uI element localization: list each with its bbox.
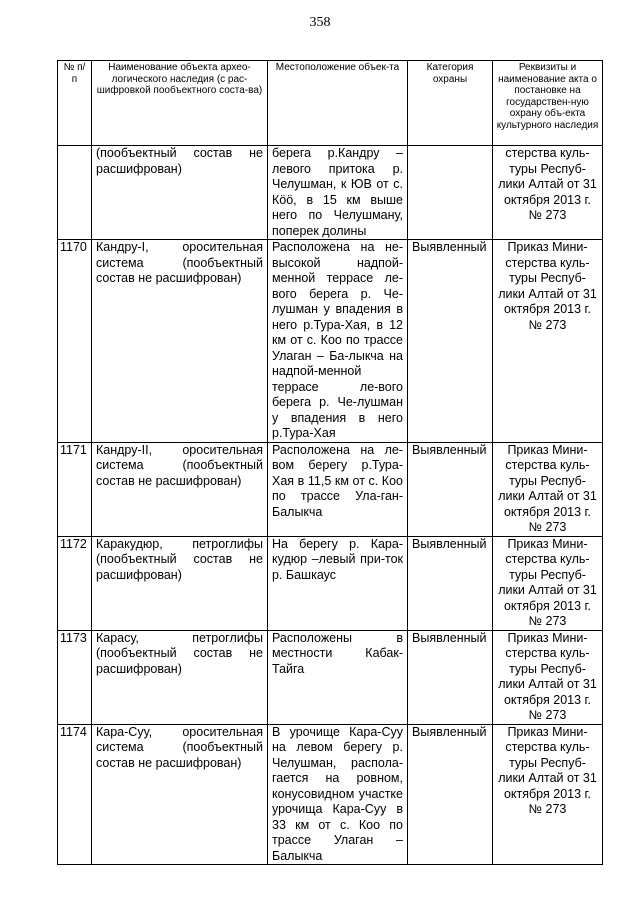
object-name: Каракудюр, петроглифы (пообъектный состав не расшифрован) bbox=[92, 536, 268, 630]
object-location: В урочище Кара-Суу на левом берегу р. Челушман, распола-гается на ровном, конусовидном участке урочища Кара-Суу в 33 км от с. Коо по трассе Улаган – Балыкча bbox=[268, 724, 408, 865]
act-details: Приказ Мини-стерства куль-туры Респуб-лики Алтай от 31 октября 2013 г. № 273 bbox=[493, 630, 603, 724]
table-row bbox=[58, 724, 603, 865]
protection-category: Выявленный bbox=[408, 536, 493, 630]
object-location: На берегу р. Кара-кудюр –левый при-ток р. Башкаус bbox=[268, 536, 408, 630]
protection-category bbox=[408, 146, 493, 240]
object-location: Расположена на ле-вом берегу р.Тура-Хая в 11,5 км от с. Коо по трассе Ула-ган-Балыкча bbox=[268, 442, 408, 536]
object-name: Карасу, петроглифы (пообъектный состав не расшифрован) bbox=[92, 630, 268, 724]
act-details: Приказ Мини-стерства куль-туры Респуб-лики Алтай от 31 октября 2013 г. № 273 bbox=[493, 240, 603, 443]
header-act-details: Реквизиты и наименование акта о постановке на государствен-ную охрану объ-екта культурного наследия bbox=[493, 61, 603, 146]
act-details: Приказ Мини-стерства куль-туры Респуб-лики Алтай от 31 октября 2013 г. № 273 bbox=[493, 442, 603, 536]
object-location: Расположена на не-высокой надпой-менной террасе ле-вого берега р. Че-лушман у впадения в него р.Тура-Хая, в 12 км от с. Коо по трассе Улаган – Ба-лыкча на надпой-менной террасе ле-вого берега р. Че-лушман у впадения в него р.Тура-Хая bbox=[268, 240, 408, 443]
object-name: Кандру-II, оросительная система (пообъектный состав не расшифрован) bbox=[92, 442, 268, 536]
row-number: 1170 bbox=[58, 240, 92, 443]
act-details: Приказ Мини-стерства куль-туры Респуб-лики Алтай от 31 октября 2013 г. № 273 bbox=[493, 724, 603, 865]
row-number bbox=[58, 146, 92, 240]
act-details: Приказ Мини-стерства куль-туры Респуб-лики Алтай от 31 октября 2013 г. № 273 bbox=[493, 536, 603, 630]
row-number: 1172 bbox=[58, 536, 92, 630]
table-header-row bbox=[58, 61, 603, 146]
protection-category: Выявленный bbox=[408, 630, 493, 724]
header-number: № п/п bbox=[58, 61, 92, 146]
object-location: берега р.Кандру – левого притока р. Челушман, к ЮВ от с. Кöö, в 15 км выше него по Челушману, поперек долины bbox=[268, 146, 408, 240]
header-protection-category: Категория охраны bbox=[408, 61, 493, 146]
table-row bbox=[58, 442, 603, 536]
act-details: стерства куль-туры Респуб-лики Алтай от 31 октября 2013 г. № 273 bbox=[493, 146, 603, 240]
row-number: 1171 bbox=[58, 442, 92, 536]
table-row bbox=[58, 146, 603, 240]
heritage-objects-table bbox=[57, 60, 603, 865]
object-name: (пообъектный состав не расшифрован) bbox=[92, 146, 268, 240]
object-location: Расположены в местности Кабак-Тайга bbox=[268, 630, 408, 724]
header-object-name: Наименование объекта архео-логического наследия (с рас-шифровкой пообъектного соста-ва) bbox=[92, 61, 268, 146]
table-row bbox=[58, 630, 603, 724]
protection-category: Выявленный bbox=[408, 442, 493, 536]
object-name: Кандру-I, оросительная система (пообъектный состав не расшифрован) bbox=[92, 240, 268, 443]
table-row bbox=[58, 240, 603, 443]
row-number: 1174 bbox=[58, 724, 92, 865]
protection-category: Выявленный bbox=[408, 240, 493, 443]
header-location: Местоположение объек-та bbox=[268, 61, 408, 146]
page-number: 358 bbox=[309, 15, 331, 30]
row-number: 1173 bbox=[58, 630, 92, 724]
table-row bbox=[58, 536, 603, 630]
protection-category: Выявленный bbox=[408, 724, 493, 865]
object-name: Кара-Суу, оросительная система (пообъектный состав не расшифрован) bbox=[92, 724, 268, 865]
